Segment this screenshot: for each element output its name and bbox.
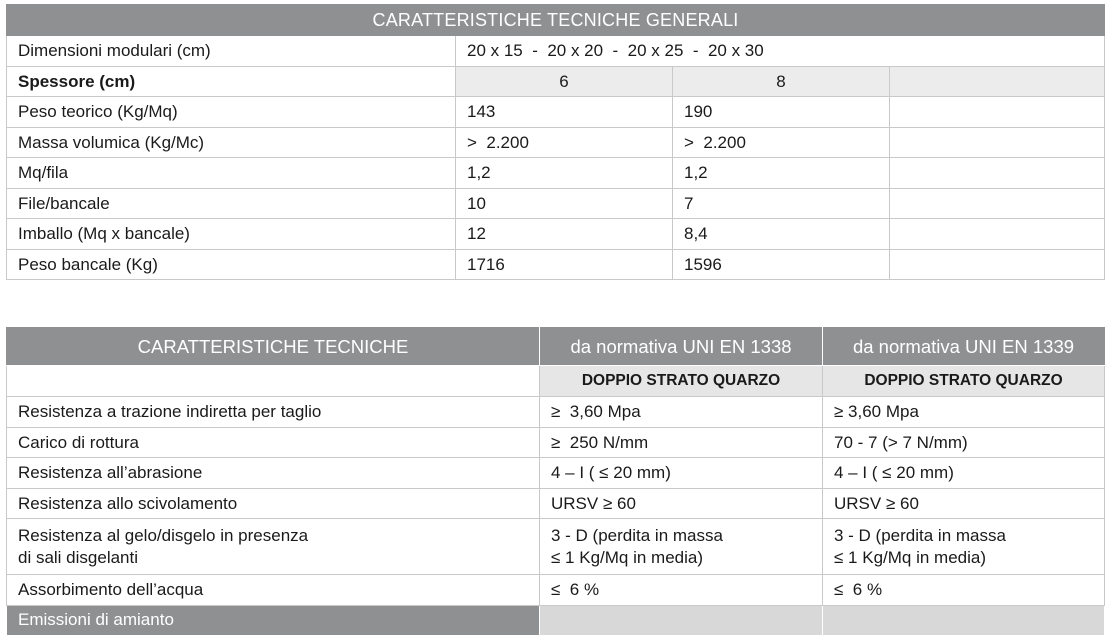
cell-value: 8,4: [673, 219, 890, 250]
dimensions-value: 20 x 15 - 20 x 20 - 20 x 25 - 20 x 30: [456, 36, 1105, 67]
row-label-line: Resistenza al gelo/disgelo in presenza: [18, 526, 309, 546]
row-label: Dimensioni modulari (cm): [7, 36, 456, 67]
table-row: [7, 397, 1105, 428]
cell-value: [890, 219, 1105, 250]
cell-value: ≥ 3,60 Mpa: [540, 397, 823, 428]
column-header: da normativa UNI EN 1339: [823, 328, 1105, 366]
column-header: CARATTERISTICHE TECNICHE: [7, 328, 540, 366]
cell-value: 143: [456, 97, 673, 128]
row-label: Resistenza all’abrasione: [7, 458, 540, 489]
cell-value: 4 – I ( ≤ 20 mm): [823, 458, 1105, 489]
cell-value: 10: [456, 188, 673, 219]
table-row: [7, 575, 1105, 606]
column-subheader: DOPPIO STRATO QUARZO: [823, 366, 1105, 397]
table-row: [7, 519, 1105, 575]
cell-value: ≤ 6 %: [540, 575, 823, 606]
thickness-label: Spessore (cm): [7, 66, 456, 97]
row-label: Mq/fila: [7, 158, 456, 189]
table-row: [7, 458, 1105, 489]
cell-value: 70 - 7 (> 7 N/mm): [823, 427, 1105, 458]
row-label: Resistenza a trazione indiretta per taglio: [7, 397, 540, 428]
column-subheader: DOPPIO STRATO QUARZO: [540, 366, 823, 397]
row-label: Imballo (Mq x bancale): [7, 219, 456, 250]
table-row: [7, 158, 1105, 189]
cell-value: 7: [673, 188, 890, 219]
cell-value: > 2.200: [456, 127, 673, 158]
table-row: [7, 427, 1105, 458]
row-label: Massa volumica (Kg/Mc): [7, 127, 456, 158]
row-label: Resistenza allo scivolamento: [7, 488, 540, 519]
cell-value: 12: [456, 219, 673, 250]
cell-value: 1596: [673, 249, 890, 280]
cell-value: ≥ 3,60 Mpa: [823, 397, 1105, 428]
cell-value: 1716: [456, 249, 673, 280]
table-row: [7, 605, 1105, 635]
cell-value: ≤ 6 %: [823, 575, 1105, 606]
cell-value: [540, 605, 823, 635]
general-specs-table: [6, 4, 1105, 280]
cell-value: URSV ≥ 60: [823, 488, 1105, 519]
table-row: [7, 188, 1105, 219]
row-label: Peso bancale (Kg): [7, 249, 456, 280]
cell-value: [823, 519, 1105, 575]
row-label: Carico di rottura: [7, 427, 540, 458]
footer-label: Emissioni di amianto: [7, 605, 540, 635]
cell-value: 1,2: [673, 158, 890, 189]
table-row: [7, 127, 1105, 158]
table-row: [7, 36, 1105, 67]
row-label: File/bancale: [7, 188, 456, 219]
table-row: [7, 488, 1105, 519]
cell-value-line: 3 - D (perdita in massa: [551, 526, 723, 546]
cell-value: 4 – I ( ≤ 20 mm): [540, 458, 823, 489]
cell-value: [890, 249, 1105, 280]
table-row: [7, 66, 1105, 97]
row-label: [7, 519, 540, 575]
cell-value: > 2.200: [673, 127, 890, 158]
column-header: da normativa UNI EN 1338: [540, 328, 823, 366]
table-row: [7, 219, 1105, 250]
table-row: [7, 97, 1105, 128]
cell-value-line: 3 - D (perdita in massa: [834, 526, 1006, 546]
thickness-value: 6: [456, 66, 673, 97]
thickness-value: 8: [673, 66, 890, 97]
technical-specs-table: [6, 327, 1105, 636]
cell-value: [890, 97, 1105, 128]
table-row: [7, 249, 1105, 280]
cell-value: 1,2: [456, 158, 673, 189]
general-specs-title: CARATTERISTICHE TECNICHE GENERALI: [7, 5, 1105, 36]
cell-value-line: ≤ 1 Kg/Mq in media): [551, 547, 704, 567]
cell-value: [823, 605, 1105, 635]
row-label: Peso teorico (Kg/Mq): [7, 97, 456, 128]
cell-value: 190: [673, 97, 890, 128]
thickness-value: [890, 66, 1105, 97]
subheader-empty: [7, 366, 540, 397]
cell-value: [540, 519, 823, 575]
cell-value-line: ≤ 1 Kg/Mq in media): [834, 547, 987, 567]
cell-value: ≥ 250 N/mm: [540, 427, 823, 458]
cell-value: [890, 127, 1105, 158]
row-label: Assorbimento dell’acqua: [7, 575, 540, 606]
cell-value: [890, 158, 1105, 189]
row-label-line: di sali disgelanti: [18, 547, 139, 567]
cell-value: URSV ≥ 60: [540, 488, 823, 519]
cell-value: [890, 188, 1105, 219]
